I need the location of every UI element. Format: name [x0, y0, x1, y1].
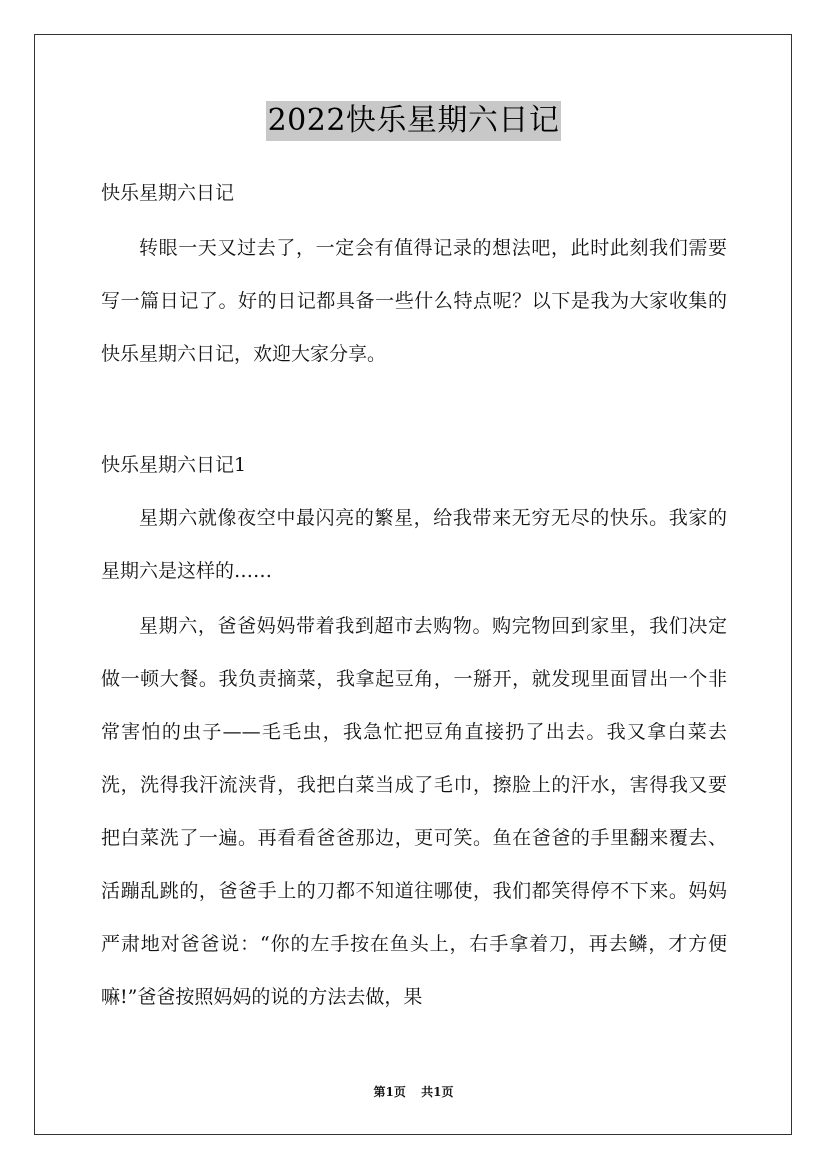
- page-footer: [0, 1083, 827, 1100]
- document-subtitle: 快乐星期六日记: [101, 182, 235, 204]
- section-paragraph-2: 星期六，爸爸妈妈带着我到超市去购物。购完物回到家里，我们决定做一顿大餐。我负责摘菜，我拿起豆角，一掰开，就发现里面冒出一个非常害怕的虫子——毛毛虫，我急忙把豆角直接扔了出去。我又拿白菜去洗，洗得我汗流浃背，我把白菜当成了毛巾，擦脸上的汗水，害得我又要把白菜洗了一遍。再看看爸爸那边，更可笑。鱼在爸爸的手里翻来覆去、活蹦乱跳的，爸爸手上的刀都不知道往哪使，我们都笑得停不下来。妈妈严肃地对爸爸说：“你的左手按在鱼头上，右手拿着刀，再去鳞，才方便嘛!”爸爸按照妈妈的说的方法去做，果: [101, 615, 727, 1008]
- page-total: 共1页: [421, 1085, 454, 1099]
- intro-paragraph: 转眼一天又过去了，一定会有值得记录的想法吧，此时此刻我们需要写一篇日记了。好的日记都具备一些什么特点呢？以下是我为大家收集的快乐星期六日记，欢迎大家分享。: [101, 237, 727, 365]
- page-number: 第1页: [373, 1085, 406, 1099]
- document-title: 2022快乐星期六日记: [266, 101, 562, 141]
- section-heading: 快乐星期六日记1: [101, 454, 247, 476]
- title-wrap: [0, 101, 827, 141]
- page-spacer: [410, 1085, 418, 1099]
- section-paragraph-1: 星期六就像夜空中最闪亮的繁星，给我带来无穷无尽的快乐。我家的星期六是这样的……: [101, 507, 727, 582]
